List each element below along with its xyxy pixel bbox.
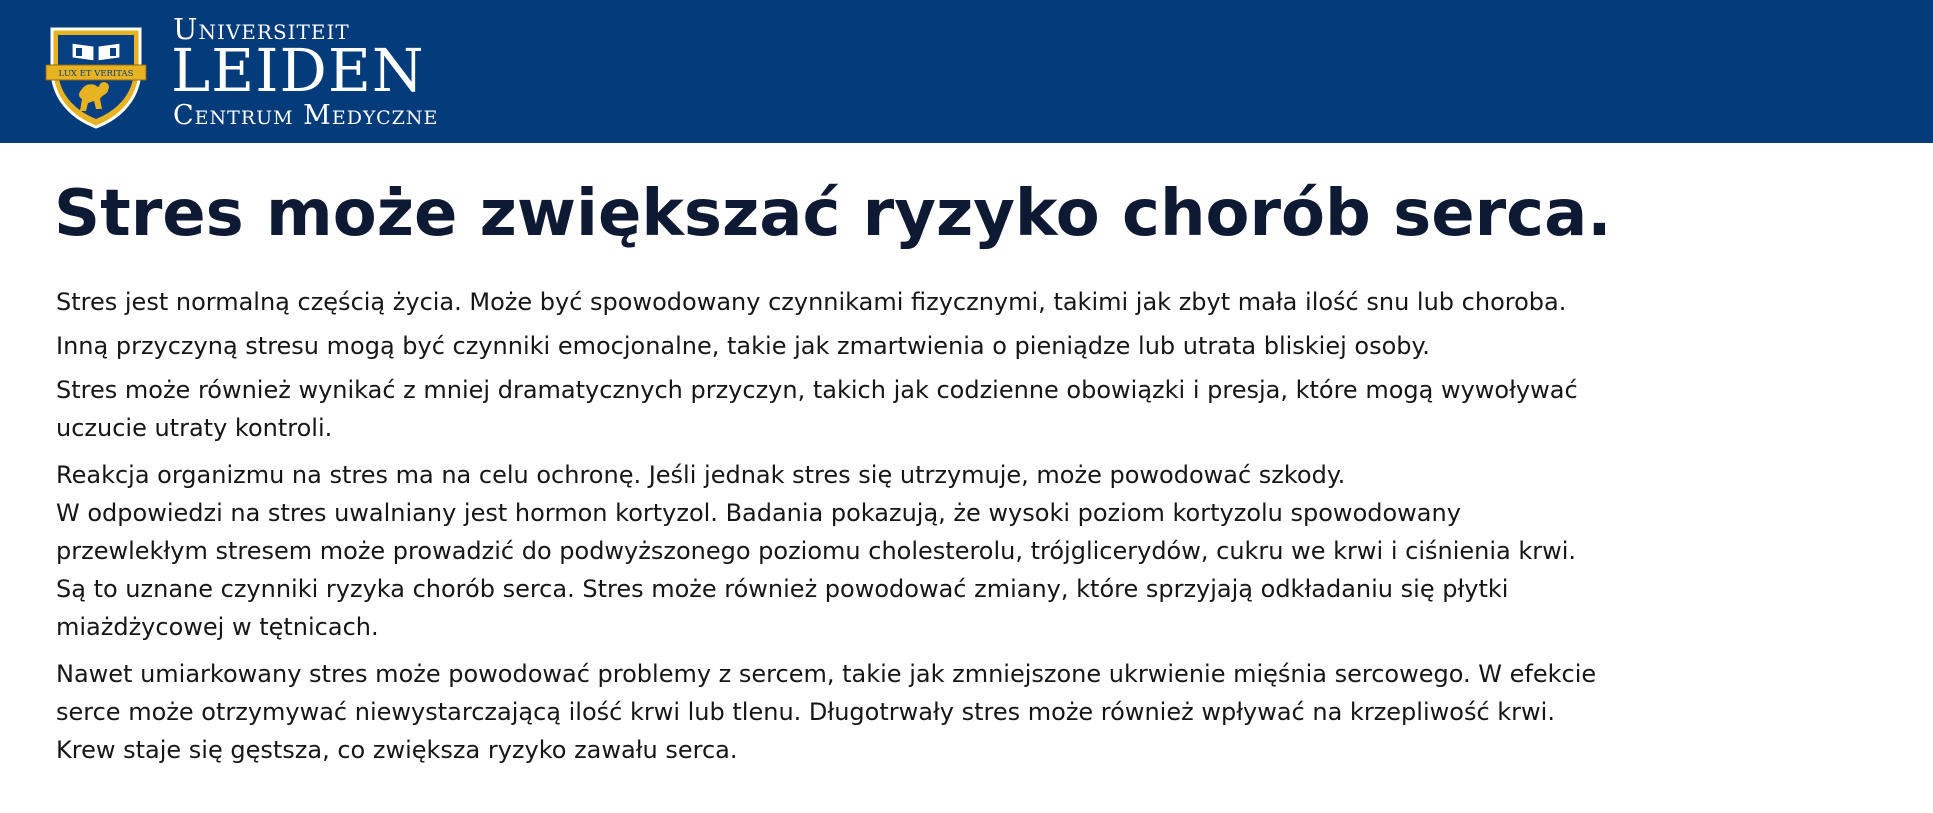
crest-motto: LUX ET VERITAS — [58, 69, 134, 79]
article-body — [56, 283, 1756, 775]
brand-subtitle: Centrum Medyczne — [173, 100, 439, 131]
body-line: Inną przyczyną stresu mogą być czynniki emocjonalne, takie jak zmartwienia o pieniądze lub utrata bliskiej osoby. — [56, 332, 1430, 360]
body-line: Stres jest normalną częścią życia. Może być spowodowany czynnikami fizycznymi, takimi jak zbyt mała ilość snu lub choroba. — [56, 288, 1567, 316]
body-line: W odpowiedzi na stres uwalniany jest hormon kortyzol. Badania pokazują, że wysoki poziom kortyzolu spowodowany — [56, 499, 1461, 527]
site-header — [0, 0, 1933, 143]
brand-universiteit: Universiteit — [173, 12, 350, 46]
body-line: serce może otrzymywać niewystarczającą ilość krwi lub tlenu. Długotrwały stres może również wpływać na krzepliwość krwi. — [56, 698, 1555, 726]
body-line: Reakcja organizmu na stres ma na celu ochronę. Jeśli jednak stres się utrzymuje, może powodować szkody. — [56, 461, 1346, 489]
body-line: Stres może również wynikać z mniej dramatycznych przyczyn, takich jak codzienne obowiązki i presja, które mogą wywoływać — [56, 376, 1578, 404]
body-line: miażdżycowej w tętnicach. — [56, 613, 379, 641]
body-line: Są to uznane czynniki ryzyka chorób serca. Stres może również powodować zmiany, które sprzyjają odkładaniu się płytki — [56, 575, 1509, 603]
university-crest-logo[interactable] — [42, 13, 150, 131]
brand-leiden: LEIDEN — [171, 36, 425, 105]
article-title: Stres może zwiększać ryzyko chorób serca. — [54, 177, 1612, 251]
body-line: przewlekłym stresem może prowadzić do podwyższonego poziomu cholesterolu, trójglicerydów, cukru we krwi i ciśnienia krwi. — [56, 537, 1577, 565]
body-line: uczucie utraty kontroli. — [56, 414, 333, 442]
body-line: Krew staje się gęstsza, co zwiększa ryzyko zawału serca. — [56, 736, 738, 764]
body-line: Nawet umiarkowany stres może powodować problemy z sercem, takie jak zmniejszone ukrwienie mięśnia sercowego. W efekcie — [56, 660, 1597, 688]
